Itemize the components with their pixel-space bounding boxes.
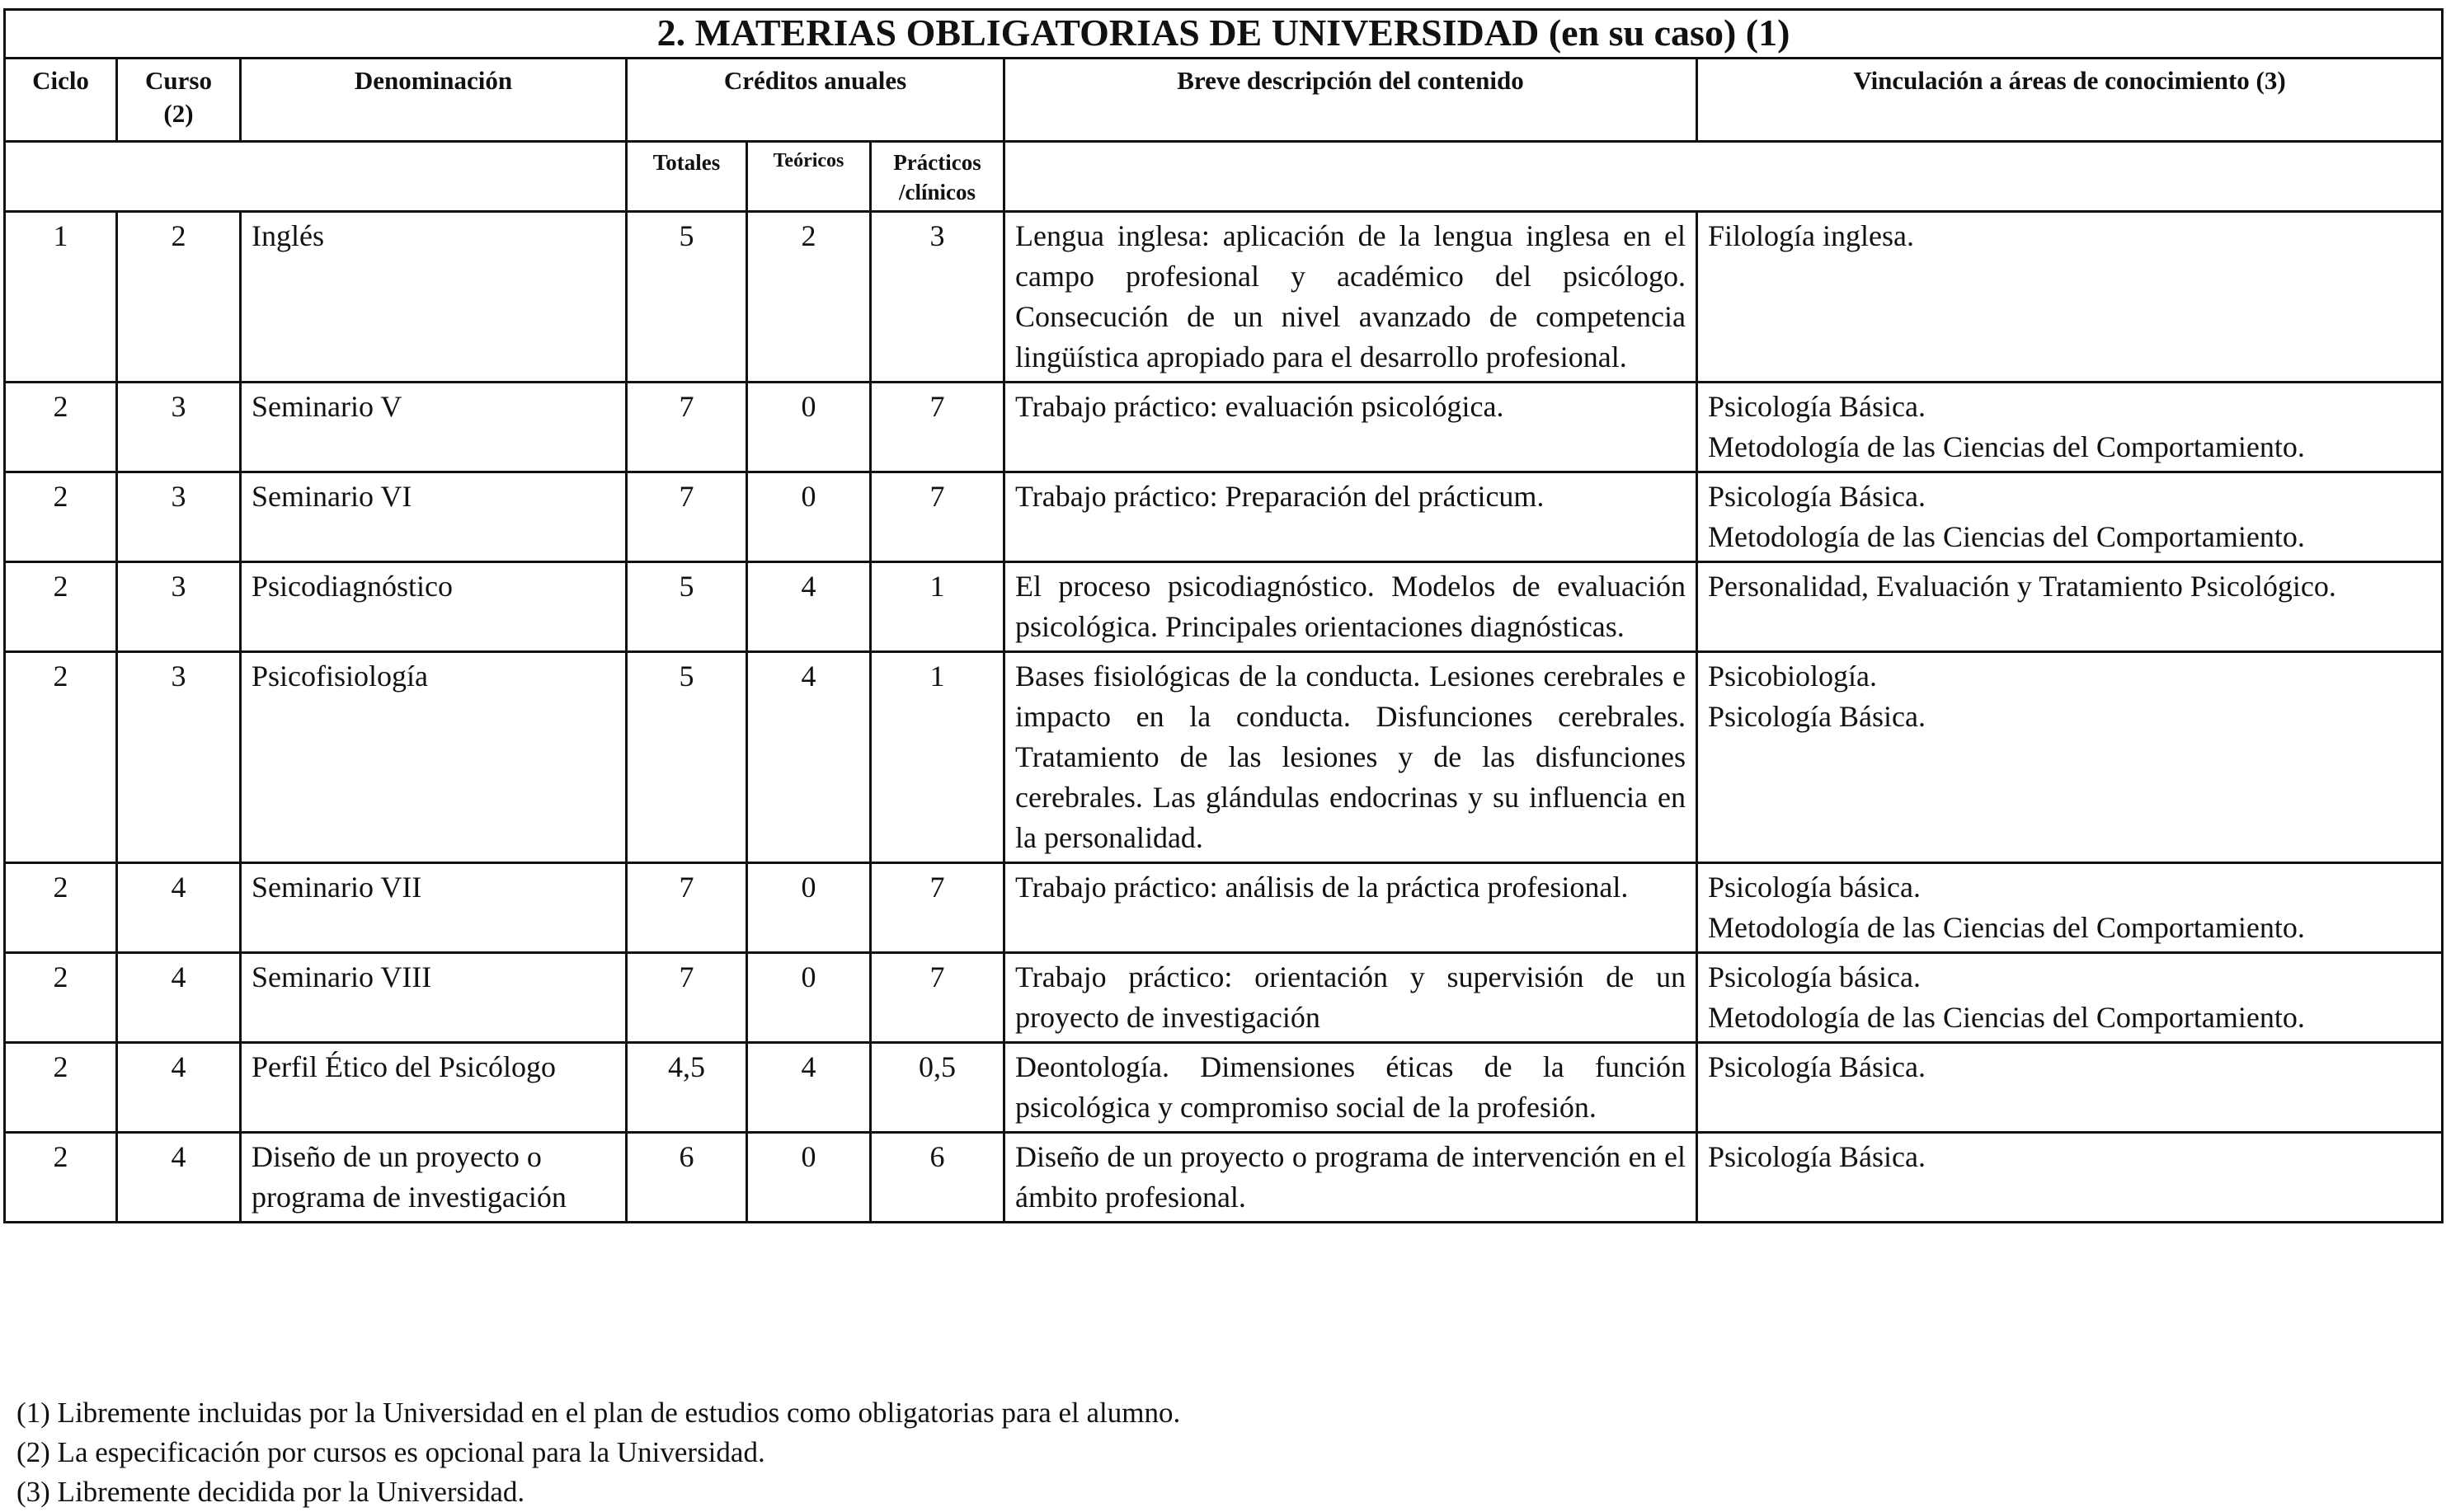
cell-areas [1697,863,2443,953]
table-row [5,652,2443,863]
cell-areas [1697,1133,2443,1223]
table-row [5,1043,2443,1133]
cell-denominacion: Seminario VI [241,472,627,562]
cell-descripcion: El proceso psicodiagnóstico. Modelos de evaluación psicológica. Principales orientaciones diagnósticas. [1004,562,1697,652]
cell-denominacion: Psicofisiología [241,652,627,863]
cell-curso: 4 [117,1043,241,1133]
cell-ciclo: 1 [5,212,117,383]
header-curso [117,59,241,142]
header-creditos: Créditos anuales [627,59,1004,142]
subheader-row [5,142,2443,212]
cell-curso: 3 [117,472,241,562]
table-row [5,212,2443,383]
cell-practicos: 1 [871,652,1004,863]
header-denominacion: Denominación [241,59,627,142]
header-teoricos: Teóricos [747,142,871,212]
cell-descripcion: Bases fisiológicas de la conducta. Lesiones cerebrales e impacto en la conducta. Disfunciones cerebrales. Tratamiento de las lesiones y de las disfunciones cerebrales. Las glándulas endocrinas y su influencia en la personalidad. [1004,652,1697,863]
cell-practicos: 6 [871,1133,1004,1223]
cell-teoricos: 0 [747,863,871,953]
cell-descripcion: Lengua inglesa: aplicación de la lengua inglesa en el campo profesional y académico del psicólogo. Consecución de un nivel avanzado de competencia lingüística apropiado para el desarrollo profesional. [1004,212,1697,383]
cell-totales: 5 [627,212,747,383]
cell-totales: 7 [627,953,747,1043]
cell-teoricos: 4 [747,652,871,863]
cell-ciclo: 2 [5,383,117,472]
table-row [5,863,2443,953]
area-item: Psicología Básica. [1708,390,1926,423]
cell-areas [1697,383,2443,472]
cell-practicos: 1 [871,562,1004,652]
subheader-empty-left [5,142,627,212]
cell-totales: 7 [627,472,747,562]
cell-areas [1697,562,2443,652]
title-row [5,10,2443,59]
cell-areas [1697,953,2443,1043]
header-descripcion: Breve descripción del contenido [1004,59,1697,142]
materias-table [3,8,2444,1223]
cell-denominacion: Perfil Ético del Psicólogo [241,1043,627,1133]
area-item: Psicobiología. [1708,660,1877,693]
header-curso-label: Curso [145,66,212,95]
cell-practicos: 3 [871,212,1004,383]
cell-curso: 4 [117,1133,241,1223]
cell-teoricos: 0 [747,953,871,1043]
cell-practicos: 7 [871,953,1004,1043]
footnote-2: (2) La especificación por cursos es opcional para la Universidad. [16,1436,765,1468]
area-item: Personalidad, Evaluación y Tratamiento Psicológico. [1708,570,2336,603]
cell-areas [1697,652,2443,863]
cell-ciclo: 2 [5,863,117,953]
header-ciclo: Ciclo [5,59,117,142]
table-row [5,383,2443,472]
cell-ciclo: 2 [5,472,117,562]
cell-curso: 4 [117,953,241,1043]
cell-practicos: 0,5 [871,1043,1004,1133]
cell-curso: 3 [117,383,241,472]
cell-descripcion: Diseño de un proyecto o programa de intervención en el ámbito profesional. [1004,1133,1697,1223]
cell-denominacion: Seminario V [241,383,627,472]
area-item: Metodología de las Ciencias del Comportamiento. [1708,1001,2305,1034]
cell-totales: 5 [627,652,747,863]
cell-denominacion: Diseño de un proyecto o programa de investigación [241,1133,627,1223]
table-title: 2. MATERIAS OBLIGATORIAS DE UNIVERSIDAD (en su caso) (1) [5,10,2443,59]
table-row [5,562,2443,652]
cell-descripcion: Trabajo práctico: orientación y supervisión de un proyecto de investigación [1004,953,1697,1043]
table-row [5,953,2443,1043]
footnote-1: (1) Libremente incluidas por la Universidad en el plan de estudios como obligatorias para el alumno. [16,1397,1181,1429]
cell-ciclo: 2 [5,652,117,863]
document-page [3,8,2443,1508]
cell-ciclo: 2 [5,1133,117,1223]
footnotes [16,1393,1180,1512]
header-row [5,59,2443,142]
cell-areas [1697,472,2443,562]
cell-practicos: 7 [871,863,1004,953]
cell-practicos: 7 [871,383,1004,472]
cell-ciclo: 2 [5,1043,117,1133]
header-practicos [871,142,1004,212]
header-practicos-clinicos: /clínicos [899,180,976,204]
cell-ciclo: 2 [5,562,117,652]
cell-denominacion: Psicodiagnóstico [241,562,627,652]
header-totales: Totales [627,142,747,212]
area-item: Metodología de las Ciencias del Comportamiento. [1708,430,2305,463]
cell-descripcion: Trabajo práctico: Preparación del prácticum. [1004,472,1697,562]
footnote-3: (3) Libremente decidida por la Universidad. [16,1476,525,1508]
cell-curso: 3 [117,562,241,652]
cell-descripcion: Deontología. Dimensiones éticas de la función psicológica y compromiso social de la profesión. [1004,1043,1697,1133]
area-item: Psicología Básica. [1708,1050,1926,1083]
cell-curso: 3 [117,652,241,863]
header-curso-note: (2) [163,99,194,128]
area-item: Psicología Básica. [1708,1140,1926,1173]
cell-teoricos: 4 [747,562,871,652]
cell-teoricos: 2 [747,212,871,383]
cell-denominacion: Seminario VII [241,863,627,953]
cell-practicos: 7 [871,472,1004,562]
cell-areas [1697,1043,2443,1133]
area-item: Psicología básica. [1708,960,1921,993]
area-item: Psicología Básica. [1708,700,1926,733]
cell-denominacion: Seminario VIII [241,953,627,1043]
cell-totales: 7 [627,383,747,472]
cell-totales: 6 [627,1133,747,1223]
cell-areas [1697,212,2443,383]
header-vinculacion: Vinculación a áreas de conocimiento (3) [1697,59,2443,142]
cell-totales: 4,5 [627,1043,747,1133]
cell-teoricos: 4 [747,1043,871,1133]
cell-descripcion: Trabajo práctico: análisis de la práctica profesional. [1004,863,1697,953]
area-item: Metodología de las Ciencias del Comportamiento. [1708,520,2305,553]
area-item: Filología inglesa. [1708,219,1914,252]
area-item: Metodología de las Ciencias del Comportamiento. [1708,911,2305,944]
cell-teoricos: 0 [747,383,871,472]
cell-denominacion: Inglés [241,212,627,383]
cell-teoricos: 0 [747,472,871,562]
cell-totales: 7 [627,863,747,953]
table-row [5,1133,2443,1223]
cell-ciclo: 2 [5,953,117,1043]
cell-totales: 5 [627,562,747,652]
cell-curso: 2 [117,212,241,383]
table-row [5,472,2443,562]
cell-teoricos: 0 [747,1133,871,1223]
header-practicos-label: Prácticos [893,150,981,175]
area-item: Psicología básica. [1708,871,1921,904]
area-item: Psicología Básica. [1708,480,1926,513]
cell-curso: 4 [117,863,241,953]
subheader-empty-right [1004,142,2443,212]
cell-descripcion: Trabajo práctico: evaluación psicológica. [1004,383,1697,472]
